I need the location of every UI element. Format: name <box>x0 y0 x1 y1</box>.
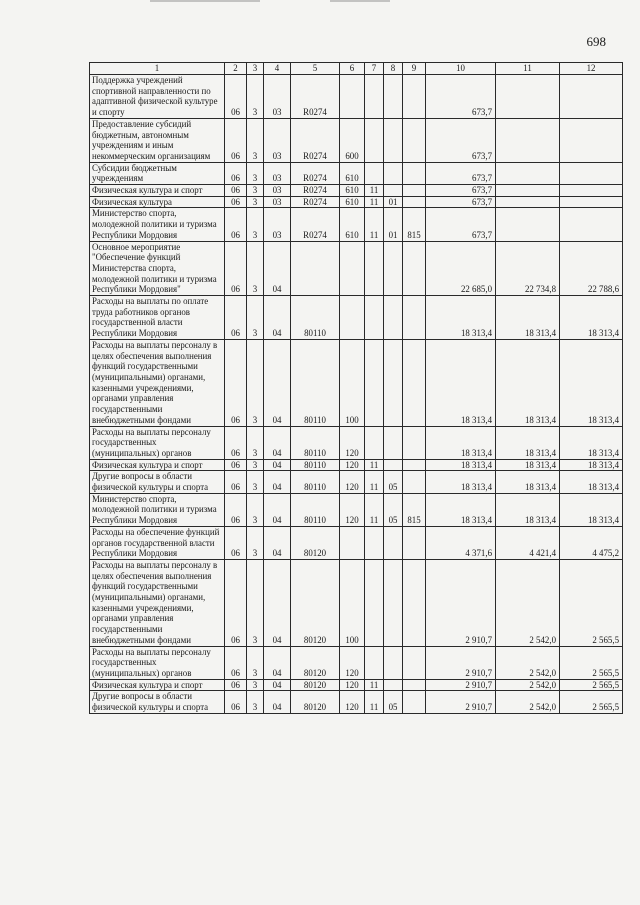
column-header-7: 7 <box>365 63 384 75</box>
code-cell: 3 <box>247 679 264 691</box>
code-cell: 04 <box>264 526 291 559</box>
code-cell: 05 <box>384 493 403 526</box>
code-cell: 80110 <box>291 459 340 471</box>
code-cell: 11 <box>365 691 384 713</box>
amount-cell: 2 910,7 <box>426 679 496 691</box>
code-cell: 3 <box>247 185 264 197</box>
code-cell: 3 <box>247 162 264 184</box>
amount-cell <box>496 185 560 197</box>
table-row <box>90 679 623 691</box>
code-cell <box>384 459 403 471</box>
column-header-3: 3 <box>247 63 264 75</box>
amount-cell <box>560 185 623 197</box>
code-cell <box>340 526 365 559</box>
code-cell: 815 <box>403 208 426 241</box>
amount-cell: 2 565,5 <box>560 691 623 713</box>
amount-cell: 2 565,5 <box>560 646 623 679</box>
amount-cell: 18 313,4 <box>426 426 496 459</box>
amount-cell: 2 910,7 <box>426 691 496 713</box>
code-cell: 100 <box>340 559 365 646</box>
code-cell <box>365 526 384 559</box>
code-cell <box>365 339 384 426</box>
code-cell <box>365 75 384 119</box>
code-cell: 04 <box>264 691 291 713</box>
code-cell <box>403 75 426 119</box>
code-cell: 06 <box>225 493 247 526</box>
amount-cell <box>560 208 623 241</box>
code-cell: 04 <box>264 646 291 679</box>
scan-artifact-line <box>150 0 260 2</box>
code-cell <box>365 296 384 340</box>
amount-cell: 18 313,4 <box>560 339 623 426</box>
amount-cell <box>496 75 560 119</box>
amount-cell <box>496 196 560 208</box>
code-cell: 11 <box>365 208 384 241</box>
code-cell: 120 <box>340 679 365 691</box>
code-cell <box>403 118 426 162</box>
code-cell: R0274 <box>291 118 340 162</box>
table-row <box>90 75 623 119</box>
code-cell: 06 <box>225 646 247 679</box>
code-cell <box>365 646 384 679</box>
table-header-row <box>90 63 623 75</box>
scan-artifact-line <box>330 0 390 2</box>
code-cell <box>384 526 403 559</box>
code-cell: 610 <box>340 208 365 241</box>
table-row <box>90 526 623 559</box>
amount-cell: 18 313,4 <box>496 426 560 459</box>
code-cell: 3 <box>247 459 264 471</box>
amount-cell: 4 475,2 <box>560 526 623 559</box>
amount-cell: 673,7 <box>426 162 496 184</box>
amount-cell: 18 313,4 <box>560 459 623 471</box>
row-description: Другие вопросы в области физической культуры и спорта <box>90 471 225 493</box>
amount-cell: 22 788,6 <box>560 241 623 296</box>
code-cell: 120 <box>340 471 365 493</box>
code-cell: 11 <box>365 493 384 526</box>
code-cell <box>384 559 403 646</box>
code-cell: 01 <box>384 196 403 208</box>
code-cell: 04 <box>264 426 291 459</box>
code-cell: 3 <box>247 296 264 340</box>
code-cell: 04 <box>264 241 291 296</box>
code-cell <box>403 691 426 713</box>
amount-cell: 18 313,4 <box>426 459 496 471</box>
code-cell: 06 <box>225 459 247 471</box>
amount-cell: 4 371,6 <box>426 526 496 559</box>
code-cell: 120 <box>340 691 365 713</box>
amount-cell <box>560 196 623 208</box>
code-cell: 04 <box>264 493 291 526</box>
row-description: Расходы на выплаты персоналу в целях обеспечения выполнения функций государственными (муниципальными) органами, казенными учреждениями, органами управления государственными внебюджетными фондами <box>90 339 225 426</box>
code-cell <box>403 339 426 426</box>
code-cell: 05 <box>384 471 403 493</box>
code-cell: 3 <box>247 208 264 241</box>
code-cell: 3 <box>247 471 264 493</box>
code-cell: 04 <box>264 339 291 426</box>
amount-cell: 2 910,7 <box>426 559 496 646</box>
code-cell: 610 <box>340 185 365 197</box>
table-row <box>90 185 623 197</box>
code-cell: 11 <box>365 459 384 471</box>
code-cell <box>403 646 426 679</box>
code-cell: R0274 <box>291 208 340 241</box>
column-header-5: 5 <box>291 63 340 75</box>
code-cell: 04 <box>264 471 291 493</box>
row-description: Расходы на выплаты по оплате труда работников органов государственной власти Республики Мордовия <box>90 296 225 340</box>
table-row <box>90 493 623 526</box>
code-cell: 06 <box>225 118 247 162</box>
code-cell: 03 <box>264 118 291 162</box>
amount-cell: 22 685,0 <box>426 241 496 296</box>
code-cell <box>384 679 403 691</box>
amount-cell <box>496 208 560 241</box>
code-cell: 120 <box>340 459 365 471</box>
row-description: Поддержка учреждений спортивной направленности по адаптивной физической культуре и спорту <box>90 75 225 119</box>
code-cell <box>403 241 426 296</box>
code-cell <box>384 118 403 162</box>
table-row <box>90 471 623 493</box>
code-cell <box>340 241 365 296</box>
column-header-11: 11 <box>496 63 560 75</box>
code-cell <box>384 241 403 296</box>
code-cell: 11 <box>365 679 384 691</box>
code-cell: 100 <box>340 339 365 426</box>
amount-cell: 2 565,5 <box>560 679 623 691</box>
row-description: Министерство спорта, молодежной политики и туризма Республики Мордовия <box>90 208 225 241</box>
code-cell: 3 <box>247 526 264 559</box>
code-cell: 80110 <box>291 426 340 459</box>
code-cell <box>403 296 426 340</box>
amount-cell <box>496 118 560 162</box>
amount-cell: 18 313,4 <box>496 339 560 426</box>
code-cell <box>384 296 403 340</box>
code-cell: 80120 <box>291 679 340 691</box>
code-cell: 04 <box>264 559 291 646</box>
table-row <box>90 559 623 646</box>
code-cell: 06 <box>225 426 247 459</box>
code-cell: 06 <box>225 241 247 296</box>
table-row <box>90 296 623 340</box>
table-row <box>90 691 623 713</box>
amount-cell: 2 565,5 <box>560 559 623 646</box>
code-cell <box>365 559 384 646</box>
table-row <box>90 162 623 184</box>
row-description: Субсидии бюджетным учреждениям <box>90 162 225 184</box>
code-cell <box>403 162 426 184</box>
amount-cell: 673,7 <box>426 75 496 119</box>
amount-cell: 2 910,7 <box>426 646 496 679</box>
code-cell <box>365 162 384 184</box>
code-cell: 3 <box>247 339 264 426</box>
code-cell: 80110 <box>291 493 340 526</box>
code-cell: 03 <box>264 185 291 197</box>
page-number: 698 <box>586 34 606 49</box>
code-cell <box>291 241 340 296</box>
code-cell: R0274 <box>291 185 340 197</box>
code-cell <box>384 185 403 197</box>
code-cell: 06 <box>225 75 247 119</box>
table-row <box>90 339 623 426</box>
code-cell <box>403 559 426 646</box>
column-header-9: 9 <box>403 63 426 75</box>
code-cell <box>403 471 426 493</box>
code-cell: 80120 <box>291 526 340 559</box>
amount-cell: 18 313,4 <box>426 471 496 493</box>
code-cell: 3 <box>247 691 264 713</box>
row-description: Физическая культура и спорт <box>90 459 225 471</box>
code-cell: 06 <box>225 196 247 208</box>
code-cell: 11 <box>365 196 384 208</box>
code-cell <box>384 162 403 184</box>
code-cell: 120 <box>340 493 365 526</box>
row-description: Другие вопросы в области физической культуры и спорта <box>90 691 225 713</box>
code-cell: 03 <box>264 208 291 241</box>
code-cell: 3 <box>247 493 264 526</box>
code-cell <box>365 426 384 459</box>
code-cell: 03 <box>264 75 291 119</box>
amount-cell: 18 313,4 <box>560 471 623 493</box>
code-cell: 610 <box>340 196 365 208</box>
code-cell: 3 <box>247 75 264 119</box>
code-cell: 06 <box>225 679 247 691</box>
code-cell: 120 <box>340 646 365 679</box>
column-header-12: 12 <box>560 63 623 75</box>
amount-cell: 18 313,4 <box>426 339 496 426</box>
code-cell: 11 <box>365 471 384 493</box>
code-cell: 04 <box>264 296 291 340</box>
code-cell: 3 <box>247 241 264 296</box>
code-cell: 04 <box>264 679 291 691</box>
amount-cell <box>560 118 623 162</box>
amount-cell: 22 734,8 <box>496 241 560 296</box>
code-cell: 06 <box>225 691 247 713</box>
code-cell: 03 <box>264 196 291 208</box>
code-cell: 815 <box>403 493 426 526</box>
code-cell: R0274 <box>291 196 340 208</box>
code-cell: 3 <box>247 559 264 646</box>
code-cell: 600 <box>340 118 365 162</box>
amount-cell <box>496 162 560 184</box>
column-header-10: 10 <box>426 63 496 75</box>
code-cell <box>403 185 426 197</box>
amount-cell: 18 313,4 <box>560 426 623 459</box>
code-cell: 06 <box>225 185 247 197</box>
code-cell: 80120 <box>291 646 340 679</box>
row-description: Расходы на выплаты персоналу в целях обеспечения выполнения функций государственными (муниципальными) органами, казенными учреждениями, органами управления государственными внебюджетными фондами <box>90 559 225 646</box>
code-cell: 06 <box>225 296 247 340</box>
code-cell: 06 <box>225 471 247 493</box>
amount-cell: 18 313,4 <box>496 459 560 471</box>
table-row <box>90 196 623 208</box>
code-cell <box>384 75 403 119</box>
row-description: Министерство спорта, молодежной политики и туризма Республики Мордовия <box>90 493 225 526</box>
amount-cell: 673,7 <box>426 208 496 241</box>
table-row <box>90 118 623 162</box>
code-cell: 80110 <box>291 471 340 493</box>
amount-cell: 18 313,4 <box>496 493 560 526</box>
code-cell <box>403 426 426 459</box>
table-body <box>90 75 623 714</box>
amount-cell: 18 313,4 <box>426 493 496 526</box>
code-cell: R0274 <box>291 75 340 119</box>
amount-cell: 673,7 <box>426 185 496 197</box>
code-cell: 80110 <box>291 296 340 340</box>
code-cell: 120 <box>340 426 365 459</box>
column-header-4: 4 <box>264 63 291 75</box>
code-cell <box>403 196 426 208</box>
amount-cell: 4 421,4 <box>496 526 560 559</box>
amount-cell: 18 313,4 <box>560 493 623 526</box>
row-description: Физическая культура и спорт <box>90 185 225 197</box>
code-cell: 3 <box>247 196 264 208</box>
code-cell: 3 <box>247 118 264 162</box>
table-row <box>90 459 623 471</box>
code-cell: R0274 <box>291 162 340 184</box>
column-header-1: 1 <box>90 63 225 75</box>
code-cell <box>403 526 426 559</box>
code-cell: 06 <box>225 526 247 559</box>
code-cell: 06 <box>225 559 247 646</box>
code-cell: 03 <box>264 162 291 184</box>
amount-cell: 673,7 <box>426 118 496 162</box>
row-description: Расходы на обеспечение функций органов государственной власти Республики Мордовия <box>90 526 225 559</box>
code-cell: 80120 <box>291 691 340 713</box>
code-cell <box>340 296 365 340</box>
code-cell <box>384 339 403 426</box>
amount-cell: 2 542,0 <box>496 559 560 646</box>
table-row <box>90 426 623 459</box>
code-cell <box>403 679 426 691</box>
table-row <box>90 208 623 241</box>
table-row <box>90 241 623 296</box>
amount-cell: 2 542,0 <box>496 646 560 679</box>
amount-cell: 18 313,4 <box>426 296 496 340</box>
column-header-6: 6 <box>340 63 365 75</box>
code-cell: 11 <box>365 185 384 197</box>
column-header-2: 2 <box>225 63 247 75</box>
table-row <box>90 646 623 679</box>
amount-cell: 18 313,4 <box>496 471 560 493</box>
code-cell <box>365 241 384 296</box>
code-cell: 04 <box>264 459 291 471</box>
amount-cell: 18 313,4 <box>496 296 560 340</box>
code-cell <box>365 118 384 162</box>
code-cell: 610 <box>340 162 365 184</box>
code-cell <box>384 426 403 459</box>
code-cell: 06 <box>225 208 247 241</box>
code-cell: 06 <box>225 162 247 184</box>
row-description: Расходы на выплаты персоналу государственных (муниципальных) органов <box>90 426 225 459</box>
code-cell <box>384 646 403 679</box>
budget-table <box>89 62 623 714</box>
code-cell: 80110 <box>291 339 340 426</box>
amount-cell <box>560 75 623 119</box>
code-cell: 05 <box>384 691 403 713</box>
row-description: Физическая культура <box>90 196 225 208</box>
row-description: Физическая культура и спорт <box>90 679 225 691</box>
code-cell: 80120 <box>291 559 340 646</box>
code-cell: 3 <box>247 646 264 679</box>
code-cell <box>403 459 426 471</box>
amount-cell: 673,7 <box>426 196 496 208</box>
code-cell <box>340 75 365 119</box>
row-description: Основное мероприятие "Обеспечение функций Министерства спорта, молодежной политики и туризма Республики Мордовия" <box>90 241 225 296</box>
code-cell: 01 <box>384 208 403 241</box>
amount-cell: 18 313,4 <box>560 296 623 340</box>
code-cell: 06 <box>225 339 247 426</box>
amount-cell: 2 542,0 <box>496 679 560 691</box>
amount-cell <box>560 162 623 184</box>
column-header-8: 8 <box>384 63 403 75</box>
amount-cell: 2 542,0 <box>496 691 560 713</box>
row-description: Расходы на выплаты персоналу государственных (муниципальных) органов <box>90 646 225 679</box>
row-description: Предоставление субсидий бюджетным, автономным учреждениям и иным некоммерческим организациям <box>90 118 225 162</box>
code-cell: 3 <box>247 426 264 459</box>
